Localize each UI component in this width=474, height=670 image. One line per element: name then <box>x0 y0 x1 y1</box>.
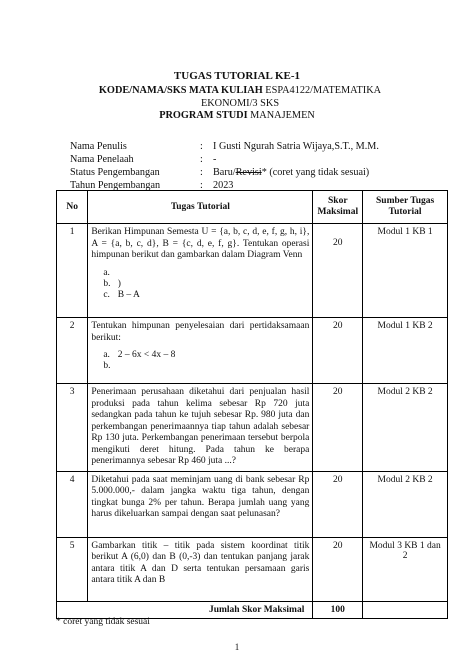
task-text: Tentukan himpunan penyelesaian dari pertidaksamaan berikut: <box>91 321 310 343</box>
row-number: 4 <box>57 471 88 537</box>
row-number: 1 <box>57 224 88 318</box>
table-row <box>57 471 448 537</box>
score-cell: 20 <box>313 224 363 318</box>
task-text: Gambarkan titik – titik pada sistem koordinat titik berikut A (6,0) dan B (0,-3) dan tentukan panjang jarak antara titik A dan D serta tentukan persamaan garis antara titik A dan B <box>91 540 310 585</box>
task-cell <box>88 471 313 537</box>
tutorial-table <box>56 190 448 619</box>
meta-value: I Gusti Ngurah Satria Wijaya,S.T., M.M. <box>213 141 379 152</box>
study-program-label: PROGRAM STUDI <box>159 110 248 121</box>
status-new: Baru/ <box>213 167 236 178</box>
study-program <box>0 110 474 121</box>
task-text: Penerimaan perusahaan diketahui dari penjualan hasil produksi pada tahun kelima sebesar Rp 720 juta sedangkan pada tahun ke tujuh sebesar Rp. 980 juta dan perkembangan penerimaannya tiap tahun adalah sebesar Rp 130 juta. Perkembangan penerimaan tersebut berpola mengikuti deret hitung. Pada tahun ke berapa penerimannya sebesar Rp 460 juta ...? <box>91 387 310 466</box>
row-number: 3 <box>57 384 88 472</box>
source-cell: Modul 1 KB 2 <box>363 318 448 384</box>
task-cell <box>88 224 313 318</box>
task-cell <box>88 318 313 384</box>
table-header-row <box>57 191 448 224</box>
task-option: b. ) <box>103 278 121 289</box>
meta-colon: : <box>200 180 203 191</box>
row-number: 2 <box>57 318 88 384</box>
task-cell <box>88 537 313 601</box>
task-option: b. <box>103 361 111 371</box>
meta-label: Status Pengembangan <box>70 167 160 178</box>
status-revision-struck: Revisi <box>235 167 262 178</box>
table-row <box>57 537 448 601</box>
table-row <box>57 318 448 384</box>
course-value: ESPA4122/MATEMATIKA EKONOMI/3 SKS <box>200 85 382 109</box>
meta-label: Nama Penelaah <box>70 154 134 165</box>
task-text: Berikan Himpunan Semesta U = {a, b, c, d, e, f, g, h, i}, A = {a, b, c, d}, B = {c, d, e, f, g}. Tentukan operasi himpunan berikut dan gambarkan dalam Diagram Venn <box>91 227 310 260</box>
task-options <box>103 350 309 372</box>
source-cell: Modul 1 KB 1 <box>363 224 448 318</box>
source-cell: Modul 2 KB 2 <box>363 384 448 472</box>
score-cell: 20 <box>313 318 363 384</box>
meta-label: Nama Penulis <box>70 141 127 152</box>
meta-value <box>213 166 369 179</box>
page-number: 1 <box>234 642 240 652</box>
source-cell: Modul 2 KB 2 <box>363 471 448 537</box>
header-task: Tugas Tutorial <box>88 191 313 224</box>
meta-colon: : <box>200 167 203 178</box>
footnote: * coret yang tidak sesuai <box>56 617 150 627</box>
task-option: a. <box>103 267 110 278</box>
score-cell: 20 <box>313 537 363 601</box>
task-text: Diketahui pada saat meminjam uang di bank sebesar Rp 5.000.000,- dalam jangka waktu tiga tahun, dengan tingkat bunga 2% per tahun. Berapa jumlah uang yang harus dikeluarkan sampai dengan saat pelunasan? <box>91 474 310 519</box>
score-cell: 20 <box>313 471 363 537</box>
table-row <box>57 224 448 318</box>
total-empty-cell <box>363 601 448 618</box>
score-cell: 20 <box>313 384 363 472</box>
meta-value: - <box>213 154 217 165</box>
task-option: c. B – A <box>103 289 140 300</box>
task-options <box>103 268 309 301</box>
header-source: Sumber Tugas Tutorial <box>363 191 448 224</box>
source-cell: Modul 3 KB 1 dan 2 <box>363 537 448 601</box>
header-no: No <box>57 191 88 224</box>
total-label: Jumlah Skor Maksimal <box>57 601 313 618</box>
task-cell <box>88 384 313 472</box>
meta-colon: : <box>200 141 203 152</box>
task-option: a. 2 – 6x < 4x – 8 <box>103 350 176 360</box>
course-info <box>70 84 410 110</box>
status-note: * (coret yang tidak sesuai) <box>261 167 370 178</box>
meta-label: Tahun Pengembangan <box>70 180 161 191</box>
document-title: TUGAS TUTORIAL KE-1 <box>173 70 301 82</box>
total-row <box>57 601 448 618</box>
course-label: KODE/NAMA/SKS MATA KULIAH <box>98 85 263 96</box>
study-program-value: MANAJEMEN <box>247 110 315 121</box>
meta-value: 2023 <box>213 180 234 191</box>
meta-colon: : <box>200 154 203 165</box>
row-number: 5 <box>57 537 88 601</box>
header-score: Skor Maksimal <box>313 191 363 224</box>
table-row <box>57 384 448 472</box>
total-value: 100 <box>313 601 363 618</box>
